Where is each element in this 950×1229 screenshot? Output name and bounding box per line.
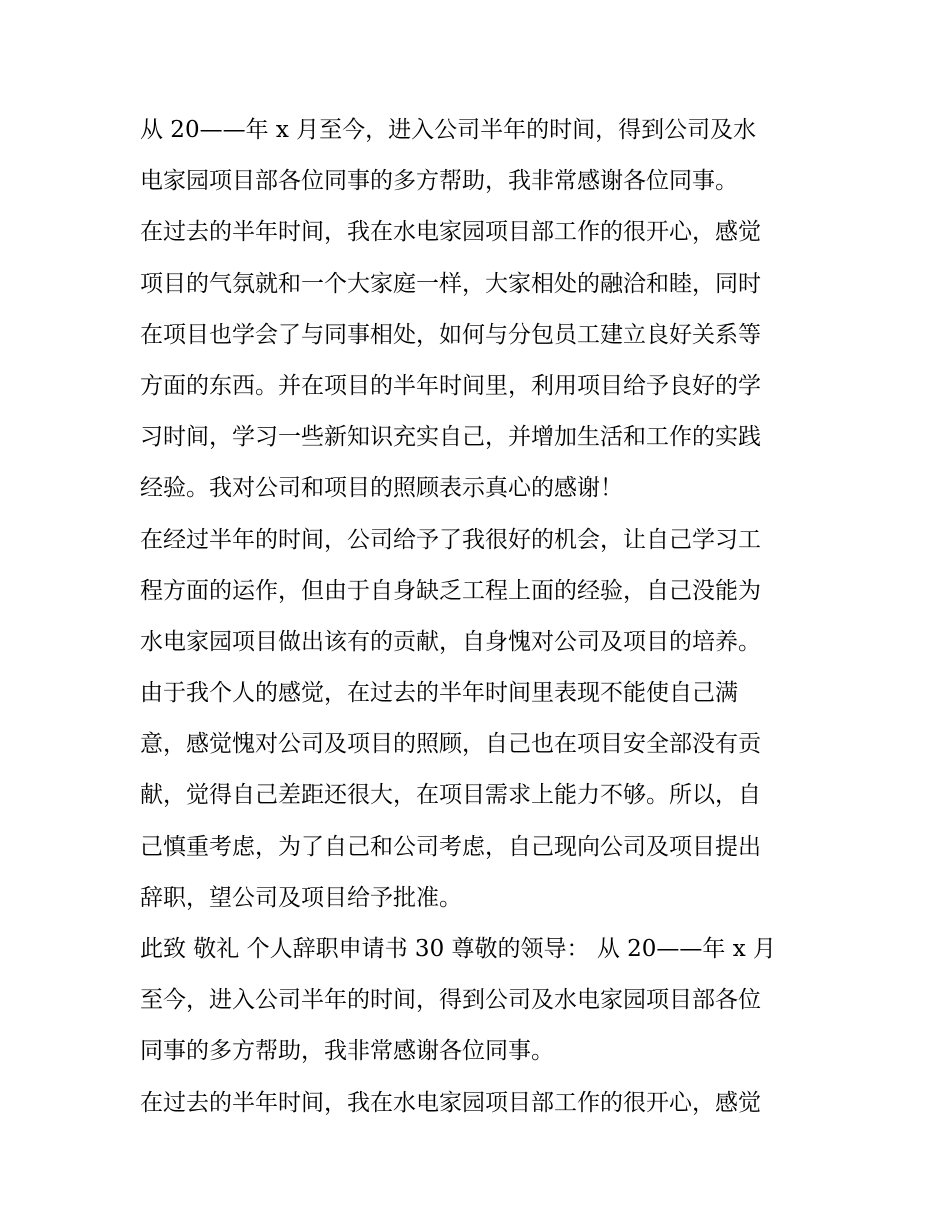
text-line: 经验。我对公司和项目的照顾表示真心的感谢！ [140, 475, 623, 502]
text-line: 此致 敬礼 个人辞职申请书 30 尊敬的领导： 从 20——年 x 月 [140, 936, 776, 962]
text-line: 项目的气氛就和一个大家庭一样，大家相处的融洽和睦，同时 [140, 270, 761, 297]
text-line: 水电家园项目做出该有的贡献，自身愧对公司及项目的培养。 [140, 628, 761, 655]
text-line: 献，觉得自己差距还很大，在项目需求上能力不够。所以，自 [140, 782, 761, 809]
text-line: 习时间，学习一些新知识充实自己，并增加生活和工作的实践 [140, 424, 761, 451]
text-line: 在项目也学会了与同事相处，如何与分包员工建立良好关系等 [140, 321, 761, 348]
text-line: 从 20——年 x 月至今，进入公司半年的时间，得到公司及水 [140, 117, 757, 143]
text-line: 在过去的半年时间，我在水电家园项目部工作的很开心，感觉 [140, 219, 761, 246]
text-line: 由于我个人的感觉，在过去的半年时间里表现不能使自己满 [140, 680, 738, 707]
text-line: 至今，进入公司半年的时间，得到公司及水电家园项目部各位 [140, 987, 761, 1014]
text-line: 意，感觉愧对公司及项目的照顾，自己也在项目安全部没有贡 [140, 731, 761, 758]
text-line: 辞职，望公司及项目给予批准。 [140, 884, 462, 911]
text-line: 同事的多方帮助，我非常感谢各位同事。 [140, 1038, 554, 1065]
document-body [140, 105, 812, 1129]
text-line: 己慎重考虑，为了自己和公司考虑，自己现向公司及项目提出 [140, 833, 761, 860]
text-line: 方面的东西。并在项目的半年时间里，利用项目给予良好的学 [140, 372, 761, 399]
text-line: 程方面的运作，但由于自身缺乏工程上面的经验，自己没能为 [140, 577, 761, 604]
text-line: 电家园项目部各位同事的多方帮助，我非常感谢各位同事。 [140, 168, 738, 195]
text-line: 在经过半年的时间，公司给予了我很好的机会，让自己学习工 [140, 526, 761, 553]
text-line: 在过去的半年时间，我在水电家园项目部工作的很开心，感觉 [140, 1089, 761, 1116]
